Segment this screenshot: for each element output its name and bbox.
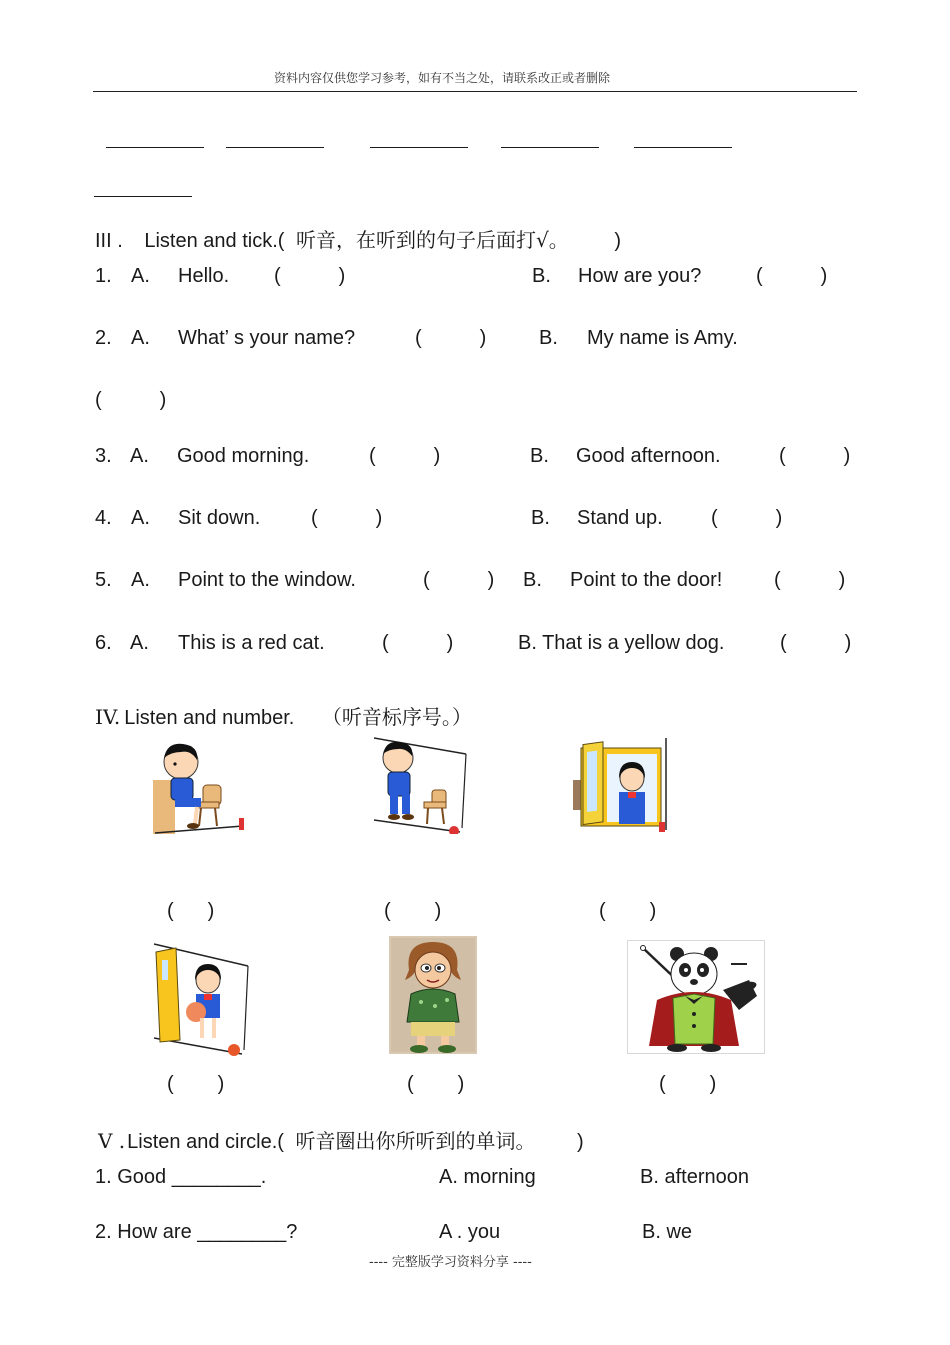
- option-b-label: B.: [531, 507, 550, 529]
- section-title-cn: （听音标序号。）: [321, 705, 472, 729]
- section3-heading: [95, 224, 621, 253]
- number-box[interactable]: ( ): [659, 1073, 717, 1095]
- header-notice: 资料内容仅供您学习参考，如有不当之处，请联系改正或者删除: [274, 71, 611, 85]
- option-a-label: A.: [131, 569, 150, 591]
- answer-blank[interactable]: [226, 147, 324, 148]
- tick-box[interactable]: ( ): [311, 507, 383, 529]
- tick-box[interactable]: ( ): [780, 632, 852, 654]
- option-a-text: Hello.: [178, 265, 230, 287]
- number-box[interactable]: ( ): [384, 900, 442, 922]
- circle-option-a[interactable]: A . you: [439, 1221, 501, 1243]
- circle-option-b[interactable]: B. afternoon: [640, 1166, 749, 1188]
- girl-window-picture: [573, 738, 669, 834]
- option-a-label: A.: [131, 265, 150, 287]
- panda-magician-picture: [627, 940, 765, 1054]
- tick-box[interactable]: ( ): [423, 569, 495, 591]
- section-close-paren: ): [577, 1131, 584, 1153]
- tick-box[interactable]: ( ): [382, 632, 454, 654]
- number-box[interactable]: ( ): [599, 900, 657, 922]
- tick-box[interactable]: ( ): [779, 445, 851, 467]
- girl-door-picture: [152, 942, 250, 1056]
- answer-blank[interactable]: [634, 147, 732, 148]
- answer-blank[interactable]: [106, 147, 204, 148]
- option-b-label: B.: [532, 265, 551, 287]
- circle-item-stem: 1. Good ________.: [95, 1166, 267, 1188]
- answer-blank[interactable]: [94, 196, 192, 197]
- option-b-text: How are you?: [578, 265, 702, 287]
- section-title: Listen and circle.(: [127, 1131, 284, 1153]
- tick-box[interactable]: ( ): [756, 265, 828, 287]
- tick-box[interactable]: ( ): [774, 569, 846, 591]
- circle-option-a[interactable]: A. morning: [439, 1166, 536, 1188]
- tick-box[interactable]: ( ): [95, 389, 167, 411]
- item-number: 3.: [95, 445, 112, 467]
- option-a-text: Good morning.: [177, 445, 310, 467]
- option-b-text: Stand up.: [577, 507, 663, 529]
- number-box[interactable]: ( ): [167, 1073, 225, 1095]
- tick-box[interactable]: ( ): [415, 327, 487, 349]
- section-title: Listen and number.: [124, 707, 295, 729]
- circle-option-b[interactable]: B. we: [642, 1221, 693, 1243]
- section-title-cn: 听音圈出你所听到的单词。: [295, 1129, 536, 1153]
- section-title-cn: 听音，在听到的句子后面打√。: [296, 228, 569, 252]
- tick-box[interactable]: ( ): [711, 507, 783, 529]
- option-b-text: My name is Amy.: [587, 327, 738, 349]
- item-number: 1.: [95, 265, 112, 287]
- section5-heading: [98, 1125, 584, 1154]
- section-title: Listen and tick.(: [144, 230, 285, 252]
- option-a-text: This is a red cat.: [178, 632, 325, 654]
- section-close-paren: ): [614, 230, 621, 252]
- answer-blank[interactable]: [501, 147, 599, 148]
- option-b-text: B. That is a yellow dog.: [518, 632, 725, 654]
- item-number: 4.: [95, 507, 112, 529]
- option-b-label: B.: [539, 327, 558, 349]
- option-a-text: Point to the window.: [178, 569, 356, 591]
- section-number: III .: [95, 230, 123, 252]
- tick-box[interactable]: ( ): [369, 445, 441, 467]
- tick-box[interactable]: ( ): [274, 265, 346, 287]
- section4-heading: [95, 701, 472, 730]
- option-b-label: B.: [530, 445, 549, 467]
- section-number: IV.: [95, 705, 121, 729]
- answer-blank[interactable]: [370, 147, 468, 148]
- option-a-label: A.: [130, 632, 149, 654]
- option-a-label: A.: [131, 327, 150, 349]
- circle-item-stem: 2. How are ________?: [95, 1221, 298, 1243]
- boy-standing-picture: [372, 736, 470, 834]
- section-number: V .: [98, 1129, 126, 1153]
- header-rule: [93, 91, 857, 92]
- boy-sitting-picture: [153, 740, 245, 835]
- option-a-text: Sit down.: [178, 507, 261, 529]
- footer-text: ---- 完整版学习资料分享 ----: [369, 1255, 532, 1270]
- option-a-label: A.: [130, 445, 149, 467]
- item-number: 6.: [95, 632, 112, 654]
- item-number: 2.: [95, 327, 112, 349]
- option-b-label: B.: [523, 569, 542, 591]
- item-number: 5.: [95, 569, 112, 591]
- girl-sweater-picture: [389, 936, 477, 1054]
- option-b-text: Good afternoon.: [576, 445, 721, 467]
- option-b-text: Point to the door!: [570, 569, 723, 591]
- number-box[interactable]: ( ): [407, 1073, 465, 1095]
- number-box[interactable]: ( ): [167, 900, 215, 922]
- option-a-label: A.: [131, 507, 150, 529]
- option-a-text: What’ s your name?: [178, 327, 356, 349]
